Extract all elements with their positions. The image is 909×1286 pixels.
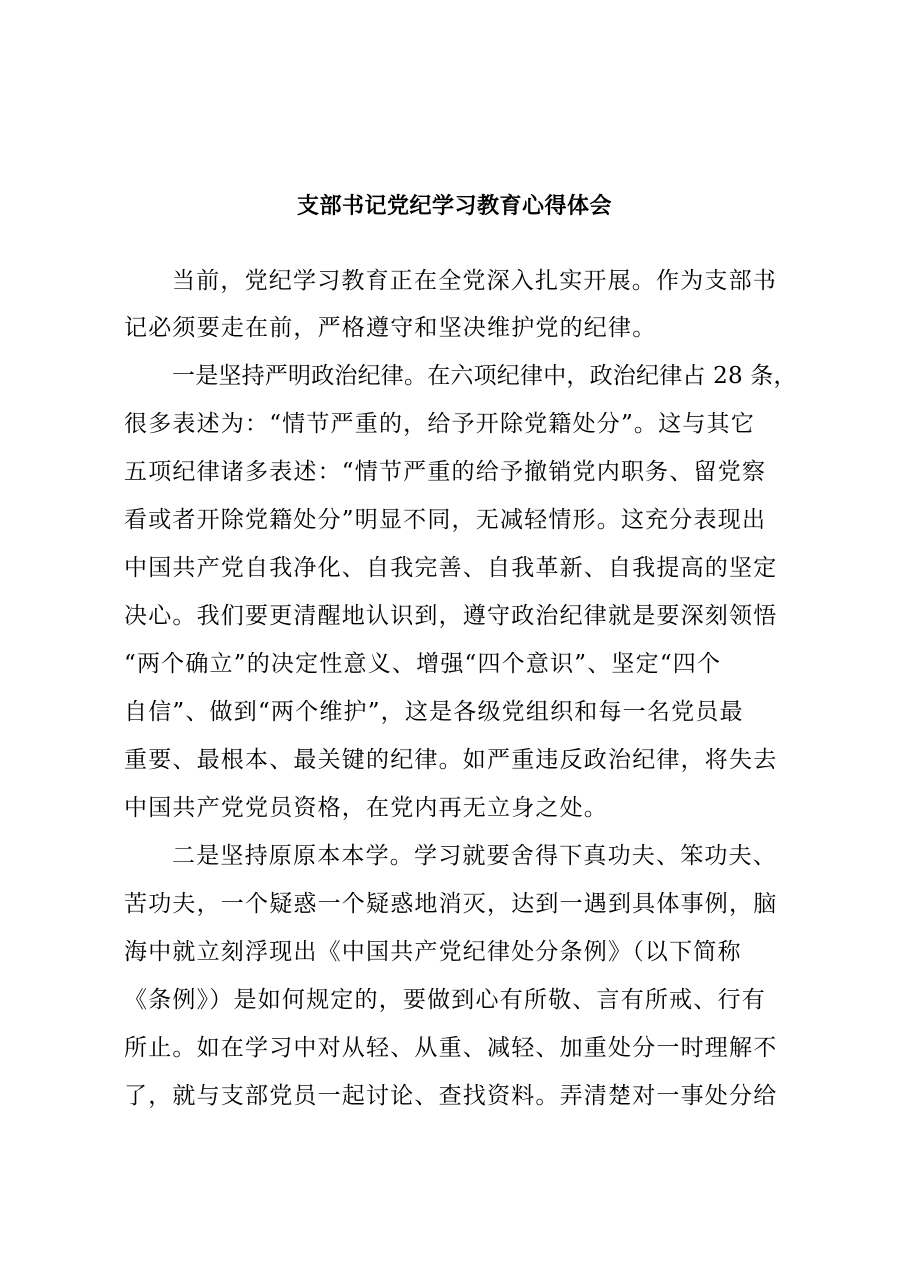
- paragraph-2-line-3: 五项纪律诸多表述：“情节严重的给予撤销党内职务、留党察: [124, 459, 767, 485]
- paragraph-2-line-10: 中国共产党党员资格，在党内再无立身之处。: [124, 795, 608, 821]
- paragraph-1-line-1: 当前，党纪学习教育正在全党深入扎实开展。作为支部书: [172, 268, 777, 294]
- paragraph-3-line-5: 所止。如在学习中对从轻、从重、减轻、加重处分一时理解不: [124, 1035, 778, 1061]
- paragraph-3-line-1: 二是坚持原原本本学。学习就要舍得下真功夫、笨功夫、: [172, 843, 777, 869]
- paragraph-2-line-1: 一是坚持严明政治纪律。在六项纪律中，政治纪律占 28 条，: [172, 363, 797, 389]
- paragraph-2-line-9: 重要、最根本、最关键的纪律。如严重违反政治纪律，将失去: [124, 747, 778, 773]
- paragraph-2-line-8: 自信”、做到“两个维护”，这是各级党组织和每一名党员最: [124, 699, 744, 725]
- paragraph-2-line-2: 很多表述为：“情节严重的，给予开除党籍处分”。这与其它: [124, 411, 755, 437]
- paragraph-2-line-6: 决心。我们要更清醒地认识到，遵守政治纪律就是要深刻领悟: [124, 603, 778, 629]
- paragraph-2-line-4: 看或者开除党籍处分”明显不同，无减轻情形。这充分表现出: [124, 507, 767, 533]
- paragraph-1-line-2: 记必须要走在前，严格遵守和坚决维护党的纪律。: [124, 315, 657, 341]
- paragraph-2-line-7: “两个确立”的决定性意义、增强“四个意识”、坚定“四个: [124, 651, 722, 677]
- paragraph-3-line-6: 了，就与支部党员一起讨论、查找资料。弄清楚对一事处分给: [124, 1083, 778, 1109]
- document-title: 支部书记党纪学习教育心得体会: [296, 193, 612, 219]
- paragraph-3-line-4: 《条例》）是如何规定的，要做到心有所敬、言有所戒、行有: [124, 987, 766, 1013]
- paragraph-3-line-3: 海中就立刻浮现出《中国共产党纪律处分条例》（以下简称: [124, 939, 742, 965]
- paragraph-2-line-5: 中国共产党自我净化、自我完善、自我革新、自我提高的坚定: [124, 555, 778, 581]
- paragraph-3-line-2: 苦功夫，一个疑惑一个疑惑地消灭，达到一遇到具体事例，脑: [124, 891, 778, 917]
